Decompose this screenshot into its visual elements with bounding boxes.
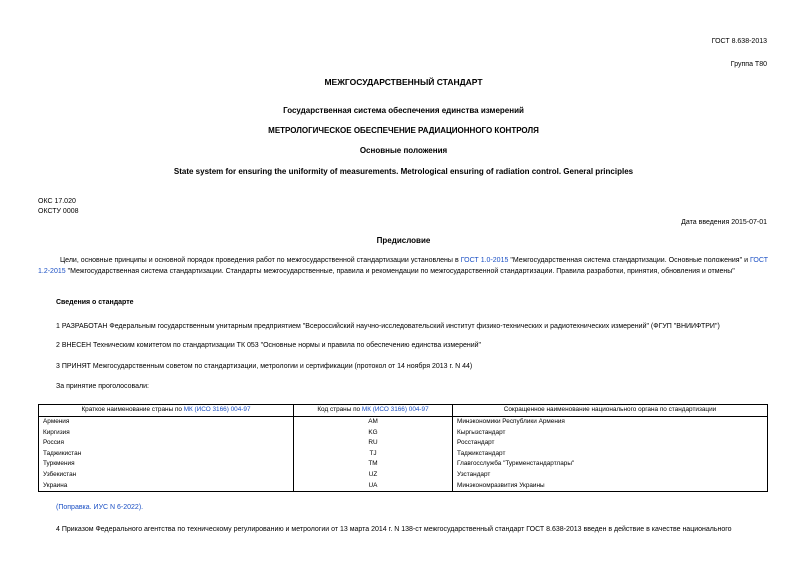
table-cell-code: TM: [294, 459, 453, 470]
oks-code: ОКС 17.020: [38, 198, 76, 205]
mk-iso-link-col1[interactable]: МК (ИСО 3166) 004-97: [183, 406, 251, 414]
english-title: State system for ensuring the uniformity of measurements. Metrological ensuring of radiation control. General principles: [173, 167, 634, 176]
table-cell-code: RU: [294, 438, 453, 449]
table-row: [39, 417, 768, 428]
column-header-country: [39, 405, 294, 417]
table-cell-country: Киргизия: [39, 428, 294, 439]
table-cell-body: Росстандарт: [453, 438, 768, 449]
column-header-body: Сокращенное наименование национального органа по стандартизации: [453, 405, 768, 417]
table-cell-body: Таджикстандарт: [453, 449, 768, 460]
document-number: ГОСТ 8.638-2013: [711, 38, 767, 45]
main-title: МЕТРОЛОГИЧЕСКОЕ ОБЕСПЕЧЕНИЕ РАДИАЦИОННОГО КОНТРОЛЯ: [268, 126, 539, 135]
mk-iso-link-col2[interactable]: МК (ИСО 3166) 004-97: [361, 406, 429, 414]
table-cell-body: Кыргызстандарт: [453, 428, 768, 439]
item-adopted: 3 ПРИНЯТ Межгосударственным советом по стандартизации, метрологии и сертификации (протокол от 14 ноября 2013 г. N 44): [56, 363, 473, 370]
table-cell-code: KG: [294, 428, 453, 439]
table-row: [39, 470, 768, 481]
subtitle: Основные положения: [359, 146, 448, 155]
column-header-code: [294, 405, 453, 417]
table-row: [39, 428, 768, 439]
gost-1-2-link[interactable]: ГОСТ 1.2-2015: [38, 257, 768, 275]
countries-table: [38, 404, 768, 492]
item-enacted: 4 Приказом Федерального агентства по техническому регулированию и метрологии от 13 марта 2014 г. N 138-ст межгосударственный стандарт ГОСТ 8.638-2013 введен в действие в качестве национального: [56, 526, 732, 533]
table-row: [39, 459, 768, 470]
preface-paragraph: [38, 256, 768, 277]
item-developed: 1 РАЗРАБОТАН Федеральным государственным унитарным предприятием "Всероссийский научно-исследовательский институт физико-технических и радиотехнических измерений" (ФГУП "ВНИИФТРИ"): [56, 323, 720, 330]
table-cell-code: UZ: [294, 470, 453, 481]
amendment-link[interactable]: (Поправка. ИУС N 6-2022).: [56, 504, 144, 511]
table-row: [39, 481, 768, 492]
table-header-row: [39, 405, 768, 417]
table-cell-country: Туркмения: [39, 459, 294, 470]
table-cell-body: Минэкономики Республики Армения: [453, 417, 768, 428]
gost-1-0-link[interactable]: ГОСТ 1.0-2015: [460, 257, 509, 264]
table-row: [39, 449, 768, 460]
column-header-code-text: Код страны по: [317, 406, 362, 414]
table-cell-body: Минэкономразвития Украины: [453, 481, 768, 492]
table-cell-country: Армения: [39, 417, 294, 428]
preface-text-c: "Межгосударственная система стандартизации. Стандарты межгосударственные, правила и рекомендации по межгосударственной стандартизации. Правила разработки, принятия, обновления и отмены": [65, 267, 735, 275]
amendment-note: [56, 503, 143, 512]
column-header-country-text: Краткое наименование страны по: [81, 406, 184, 414]
table-cell-body: Узстандарт: [453, 470, 768, 481]
table-cell-code: TJ: [294, 449, 453, 460]
preface-text-b: "Межгосударственная система стандартизации. Основные положения" и: [508, 257, 751, 264]
table-row: [39, 438, 768, 449]
intro-date: Дата введения 2015-07-01: [681, 219, 767, 226]
item-submitted: 2 ВНЕСЕН Техническим комитетом по стандартизации ТК 053 "Основные нормы и правила по обеспечению единства измерений": [56, 342, 482, 349]
standard-type: МЕЖГОСУДАРСТВЕННЫЙ СТАНДАРТ: [324, 77, 483, 87]
table-cell-body: Главгосслужба "Туркменстандартлары": [453, 459, 768, 470]
preface-text-a: Цели, основные принципы и основной порядок проведения работ по межгосударственной стандартизации установлены в: [60, 257, 461, 264]
system-name: Государственная система обеспечения единства измерений: [283, 106, 524, 115]
table-cell-code: UA: [294, 481, 453, 492]
table-cell-country: Россия: [39, 438, 294, 449]
table-cell-country: Таджикистан: [39, 449, 294, 460]
voted-label: За принятие проголосовали:: [56, 383, 149, 390]
table-cell-country: Украина: [39, 481, 294, 492]
group-code: Группа Т80: [730, 61, 767, 68]
table-cell-code: AM: [294, 417, 453, 428]
table-cell-country: Узбекистан: [39, 470, 294, 481]
preface-heading: Предисловие: [376, 236, 431, 245]
okstu-code: ОКСТУ 0008: [38, 208, 79, 215]
info-heading: Сведения о стандарте: [56, 299, 134, 306]
